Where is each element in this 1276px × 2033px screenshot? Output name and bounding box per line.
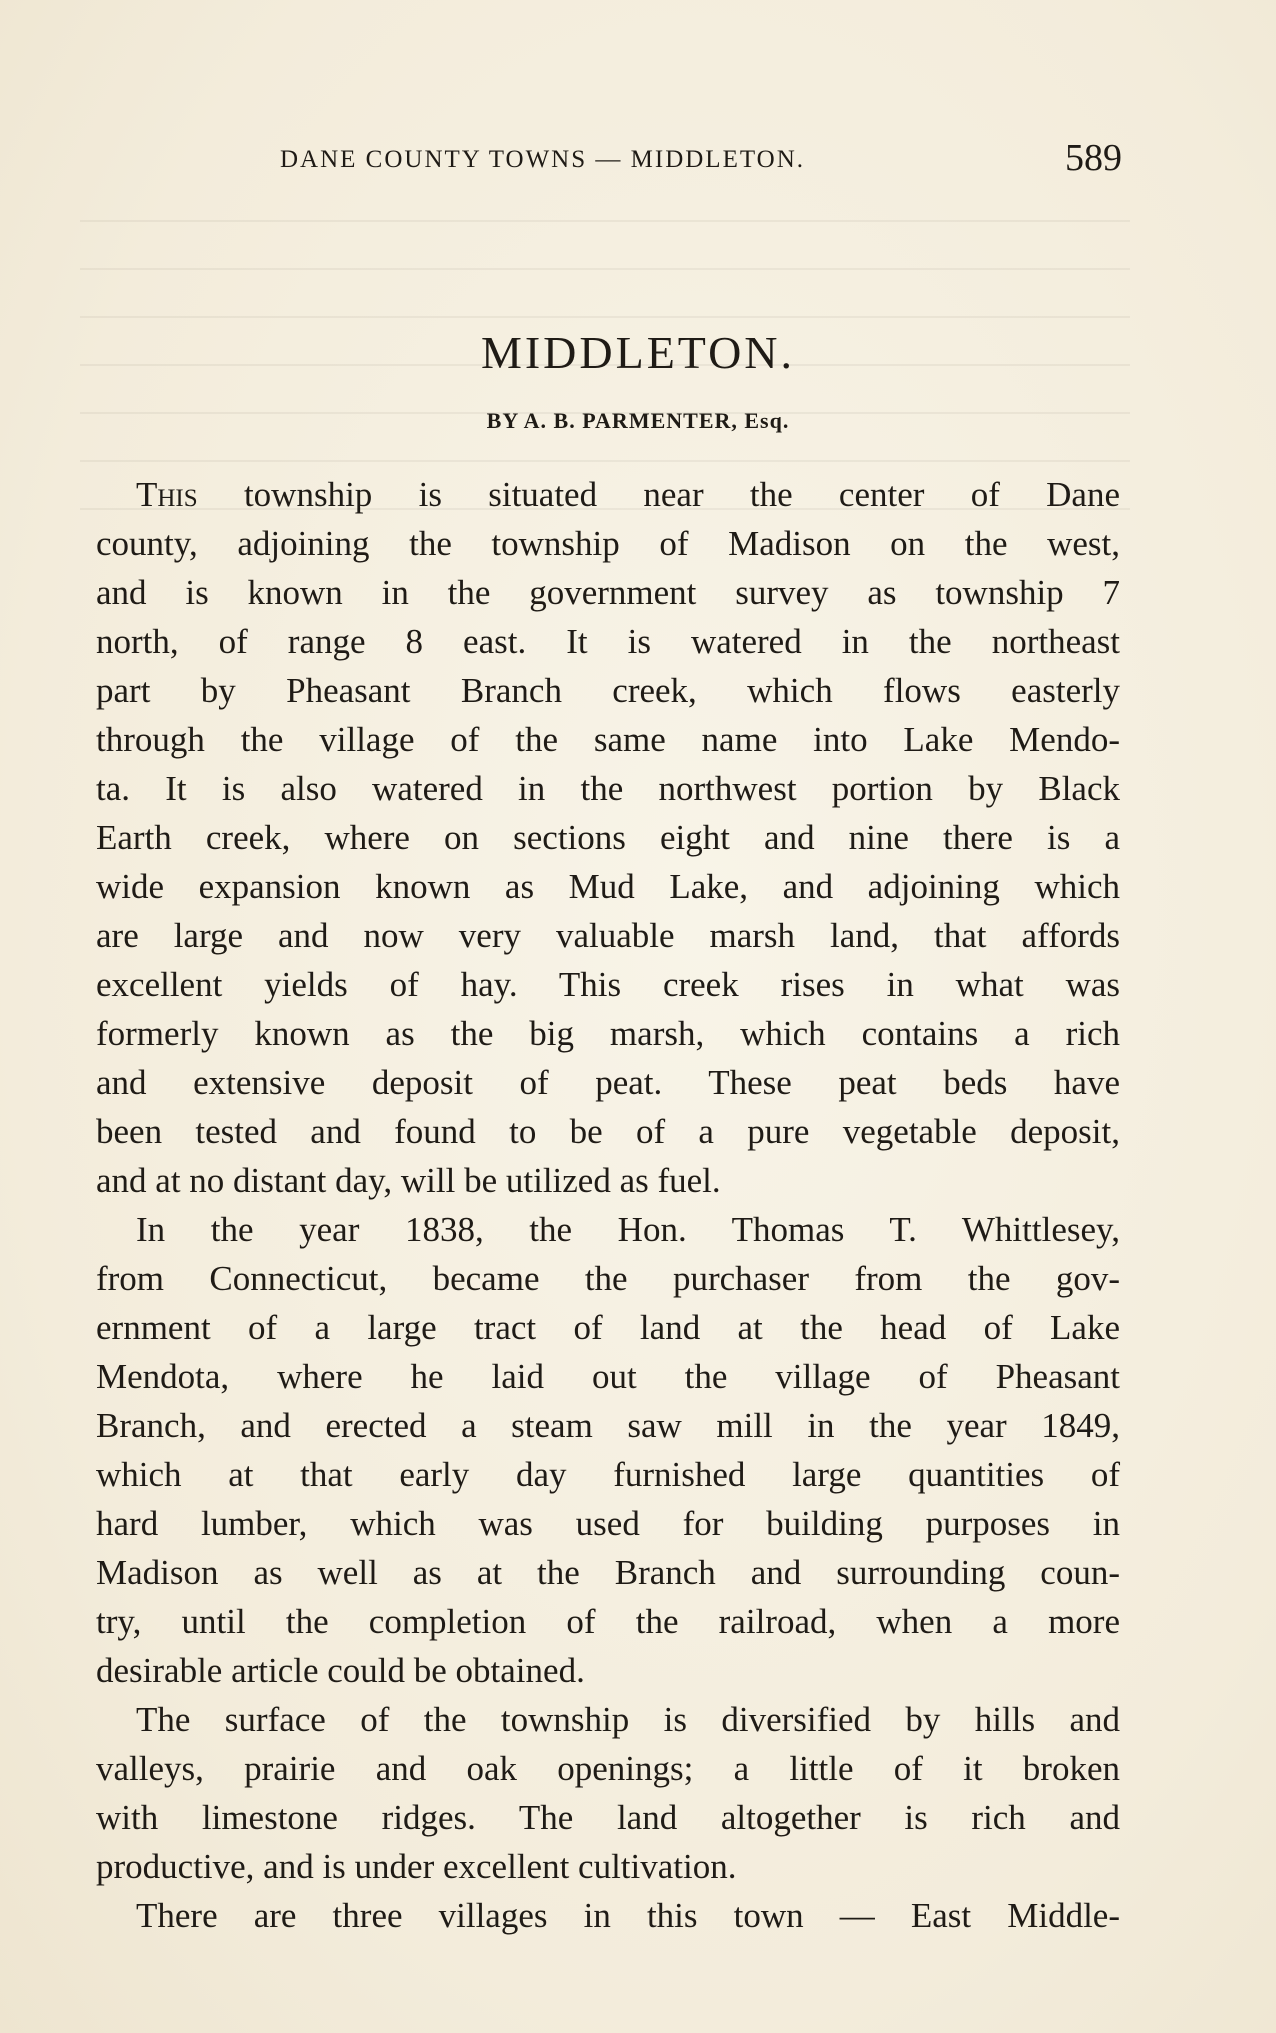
body-text	[96, 470, 1120, 1940]
text-line: Branch, and erected a steam saw mill in the year 1849,	[96, 1406, 1120, 1445]
text-line	[96, 470, 1120, 519]
text-line: formerly known as the big marsh, which contains a rich	[96, 1014, 1120, 1053]
text-line: and extensive deposit of peat. These peat beds have	[96, 1063, 1120, 1102]
text-line: county, adjoining the township of Madison on the west,	[96, 524, 1120, 563]
text-line: ta. It is also watered in the northwest portion by Black	[96, 769, 1120, 808]
text-line-content: township is situated near the center of Dane	[197, 475, 1120, 514]
text-line: productive, and is under excellent cultivation.	[96, 1847, 737, 1886]
text-line: The surface of the township is diversified by hills and	[136, 1700, 1120, 1739]
text-line: through the village of the same name into Lake Mendo-	[96, 720, 1120, 759]
text-line: and at no distant day, will be utilized as fuel.	[96, 1161, 721, 1200]
text-line: and is known in the government survey as township 7	[96, 573, 1120, 612]
running-title: DANE COUNTY TOWNS — MIDDLETON.	[280, 146, 806, 173]
text-line: are large and now very valuable marsh land, that affords	[96, 916, 1120, 955]
running-head	[98, 136, 1122, 186]
text-line: wide expansion known as Mud Lake, and adjoining which	[96, 867, 1120, 906]
text-line: ernment of a large tract of land at the head of Lake	[96, 1308, 1120, 1347]
page-number: 589	[1065, 137, 1122, 179]
text-line: try, until the completion of the railroad, when a more	[96, 1602, 1120, 1641]
text-line: from Connecticut, became the purchaser from the gov-	[96, 1259, 1120, 1298]
text-line: part by Pheasant Branch creek, which flows easterly	[96, 671, 1120, 710]
text-line: north, of range 8 east. It is watered in the northeast	[96, 622, 1120, 661]
text-line: There are three villages in this town — East Middle-	[136, 1896, 1120, 1935]
text-line: desirable article could be obtained.	[96, 1651, 585, 1690]
text-line: Earth creek, where on sections eight and nine there is a	[96, 818, 1120, 857]
text-line: Madison as well as at the Branch and surrounding coun-	[96, 1553, 1120, 1592]
text-line: In the year 1838, the Hon. Thomas T. Whittlesey,	[136, 1210, 1120, 1249]
text-line: valleys, prairie and oak openings; a little of it broken	[96, 1749, 1120, 1788]
article-title: MIDDLETON.	[480, 327, 796, 378]
lead-word: This	[136, 475, 198, 514]
text-line: hard lumber, which was used for building purposes in	[96, 1504, 1120, 1543]
text-line: with limestone ridges. The land altogether is rich and	[96, 1798, 1120, 1837]
text-line: which at that early day furnished large quantities of	[96, 1455, 1120, 1494]
text-line: excellent yields of hay. This creek rises in what was	[96, 965, 1120, 1004]
text-line: Mendota, where he laid out the village of Pheasant	[96, 1357, 1120, 1396]
text-line: been tested and found to be of a pure vegetable deposit,	[96, 1112, 1120, 1151]
byline: BY A. B. PARMENTER, Esq.	[486, 408, 790, 433]
